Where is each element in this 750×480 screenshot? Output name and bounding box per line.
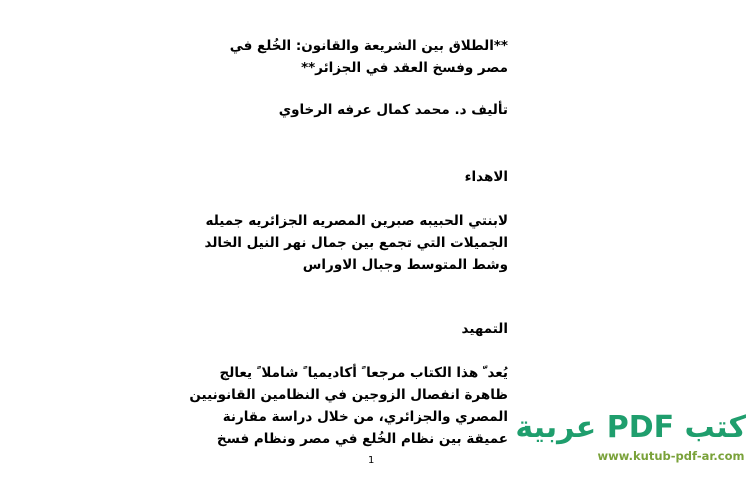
watermark-url: www.kutub-pdf-ar.com [597, 449, 745, 463]
author-line [178, 99, 508, 121]
introduction-line: ظاهرة انفصال الزوجين في النظامين القانونيين [189, 387, 508, 403]
page-number: 1 [368, 455, 375, 466]
dedication-line: لابنتي الحبيبه صبرين المصريه الجزائريه جميله [205, 213, 508, 229]
introduction-line: المصري والجزائري، من خلال دراسة مقارنة [222, 409, 508, 425]
introduction-heading-text: التمهيد [461, 321, 508, 337]
dedication-paragraph [178, 210, 508, 276]
introduction-heading [178, 318, 508, 340]
dedication-heading-text: الاهداء [464, 169, 508, 185]
author-name: تأليف د. محمد كمال عرفه الرخاوي [278, 102, 508, 118]
introduction-line: يُعد ّ هذا الكتاب مرجعا ً أكاديميا ً شاملا ً يعالج [219, 365, 508, 381]
watermark-logo: كتب PDF عربية [515, 410, 746, 445]
title-line: **الطلاق بين الشريعة والقانون: الخُلع في [229, 38, 508, 54]
dedication-heading [178, 166, 508, 188]
title-line: مصر وفسخ العقد في الجزائر** [301, 60, 508, 76]
introduction-line: عميقة بين نظام الخُلع في مصر ونظام فسخ [216, 431, 508, 447]
watermark [515, 408, 746, 464]
dedication-line: الجميلات التي تجمع بين جمال نهر النيل الخالد [204, 235, 508, 251]
dedication-line: وشط المتوسط وجبال الاوراس [302, 257, 508, 273]
book-title [178, 35, 508, 79]
introduction-paragraph [178, 362, 508, 450]
